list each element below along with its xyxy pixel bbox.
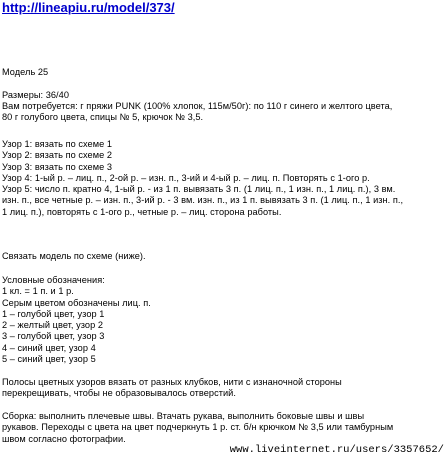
instruction-line: Связать модель по схеме (ниже). — [2, 251, 146, 261]
legend-line: Условные обозначения: — [2, 275, 105, 285]
materials-block — [2, 101, 444, 124]
legend-line: 1 кл. = 1 п. и 1 р. — [2, 286, 74, 297]
legend-line: Серым цветом обозначены лиц. п. — [2, 297, 151, 308]
assembly-line: рукавов. Переходы с цвета на цвет подчеркнуть 1 р. ст. б/н крючком № 3,5 или тамбурным — [2, 422, 394, 433]
pattern-line: изн. п., все четные р. – изн. п., 3-ий р. - 3 вм. изн. п., из 1 п. вывязать 3 п. (1 лиц. п., 1 изн. п., — [2, 195, 404, 206]
assembly-block — [2, 411, 444, 445]
legend-line: 1 – голубой цвет, узор 1 — [2, 308, 105, 319]
pattern-line: 1 лиц. п.), повторять с 1-ого р., четные р. – лиц. сторона работы. — [2, 206, 282, 217]
legend-line: 5 – синий цвет, узор 5 — [2, 354, 96, 365]
note-block — [2, 377, 444, 400]
pattern-line: Узор 5: число п. кратно 4, 1-ый р. - из 1 п. вывязать 3 п. (1 лиц. п., 1 изн. п., 1 лиц. п.), 3 вм. — [2, 184, 396, 195]
pattern-line: Узор 4: 1-ый р. – лиц. п., 2-ой р. – изн. п., 3-ий и 4-ый р. – лиц. п. Повторять с 1-ого р. — [2, 172, 370, 183]
watermark: www.liveinternet.ru/users/3357652/ — [229, 444, 444, 456]
materials-line: Вам потребуется: г пряжи PUNK (100% хлопок, 115м/50г): по 110 г синего и желтого цвета, — [2, 101, 393, 111]
patterns-block — [2, 139, 444, 218]
sizes-line: Размеры: 36/40 — [2, 90, 69, 100]
pattern-line: Узор 3: вязать по схеме 3 — [2, 161, 113, 172]
assembly-line: Сборка: выполнить плечевые швы. Втачать рукава, выполнить боковые швы и швы — [2, 411, 365, 421]
note-line: перекрещивать, чтобы не образовывалось отверстий. — [2, 388, 236, 399]
legend-block — [2, 275, 444, 365]
materials-line: 80 г голубого цвета, спицы № 5, крючок № 3,5. — [2, 112, 204, 123]
model-link[interactable]: http://lineapiu.ru/model/373/ — [2, 0, 175, 15]
pattern-line: Узор 2: вязать по схеме 2 — [2, 150, 113, 161]
legend-line: 4 – синий цвет, узор 4 — [2, 342, 96, 353]
pattern-line: Узор 1: вязать по схеме 1 — [2, 139, 113, 149]
legend-line: 3 – голубой цвет, узор 3 — [2, 331, 105, 342]
assembly-line: швом согласно фотографии. — [2, 433, 126, 444]
note-line: Полосы цветных узоров вязать от разных клубков, нити с изнаночной стороны — [2, 377, 342, 387]
model-title: Модель 25 — [2, 67, 49, 77]
legend-line: 2 – желтый цвет, узор 2 — [2, 320, 104, 331]
